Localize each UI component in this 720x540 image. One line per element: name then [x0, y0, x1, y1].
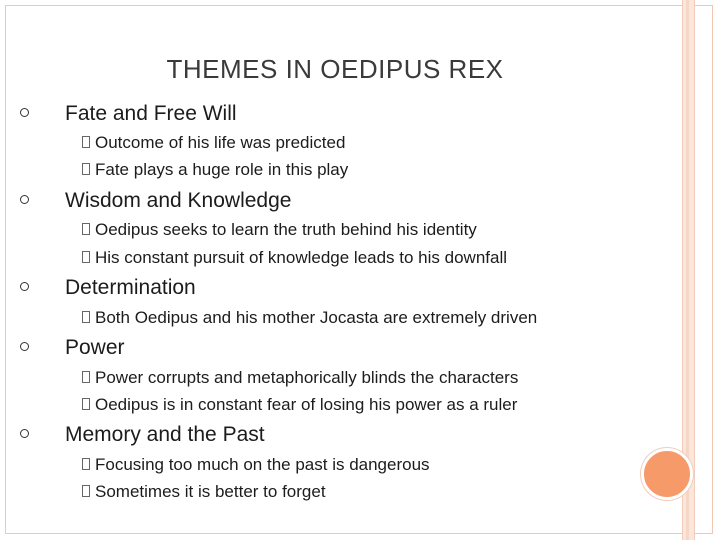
- list-item-text: Outcome of his life was predicted: [95, 133, 346, 152]
- list-item-text: Fate plays a huge role in this play: [95, 160, 349, 179]
- circle-bullet-icon: [20, 342, 29, 351]
- square-bullet-icon: [82, 223, 90, 235]
- circle-bullet-icon: [20, 195, 29, 204]
- list-item-text: Sometimes it is better to forget: [95, 482, 326, 501]
- list-item: [95, 160, 348, 180]
- section-heading-text: Fate and Free Will: [65, 102, 237, 125]
- section-heading-determination: [65, 276, 196, 300]
- list-item: [95, 482, 326, 502]
- section-heading-text: Determination: [65, 276, 196, 299]
- square-bullet-icon: [82, 136, 90, 148]
- list-item: [95, 220, 477, 240]
- list-item: [95, 455, 430, 475]
- list-item-text: Focusing too much on the past is dangerous: [95, 455, 430, 474]
- section-heading-fate: [65, 102, 237, 126]
- slide-title: THEMES IN OEDIPUS REX: [166, 54, 504, 84]
- list-item: [95, 368, 518, 388]
- section-heading-text: Wisdom and Knowledge: [65, 189, 292, 212]
- list-item-text: Power corrupts and metaphorically blinds the characters: [95, 368, 519, 387]
- list-item-text: Oedipus is in constant fear of losing his power as a ruler: [95, 395, 518, 414]
- circle-bullet-icon: [20, 108, 29, 117]
- section-heading-wisdom: [65, 189, 291, 213]
- list-item-text: His constant pursuit of knowledge leads to his downfall: [95, 248, 508, 267]
- square-bullet-icon: [82, 371, 90, 383]
- section-heading-text: Power: [65, 336, 125, 359]
- list-item: [95, 248, 507, 268]
- square-bullet-icon: [82, 485, 90, 497]
- list-item: [95, 308, 537, 328]
- list-item-text: Oedipus seeks to learn the truth behind his identity: [95, 220, 477, 239]
- square-bullet-icon: [82, 458, 90, 470]
- list-item-text: Both Oedipus and his mother Jocasta are extremely driven: [95, 308, 538, 327]
- square-bullet-icon: [82, 311, 90, 323]
- list-item: [95, 395, 517, 415]
- square-bullet-icon: [82, 251, 90, 263]
- circle-bullet-icon: [20, 282, 29, 291]
- section-heading-text: Memory and the Past: [65, 423, 265, 446]
- square-bullet-icon: [82, 163, 90, 175]
- list-item: [95, 133, 345, 153]
- section-heading-memory: [65, 423, 265, 447]
- section-heading-power: [65, 336, 125, 360]
- square-bullet-icon: [82, 398, 90, 410]
- circle-bullet-icon: [20, 429, 29, 438]
